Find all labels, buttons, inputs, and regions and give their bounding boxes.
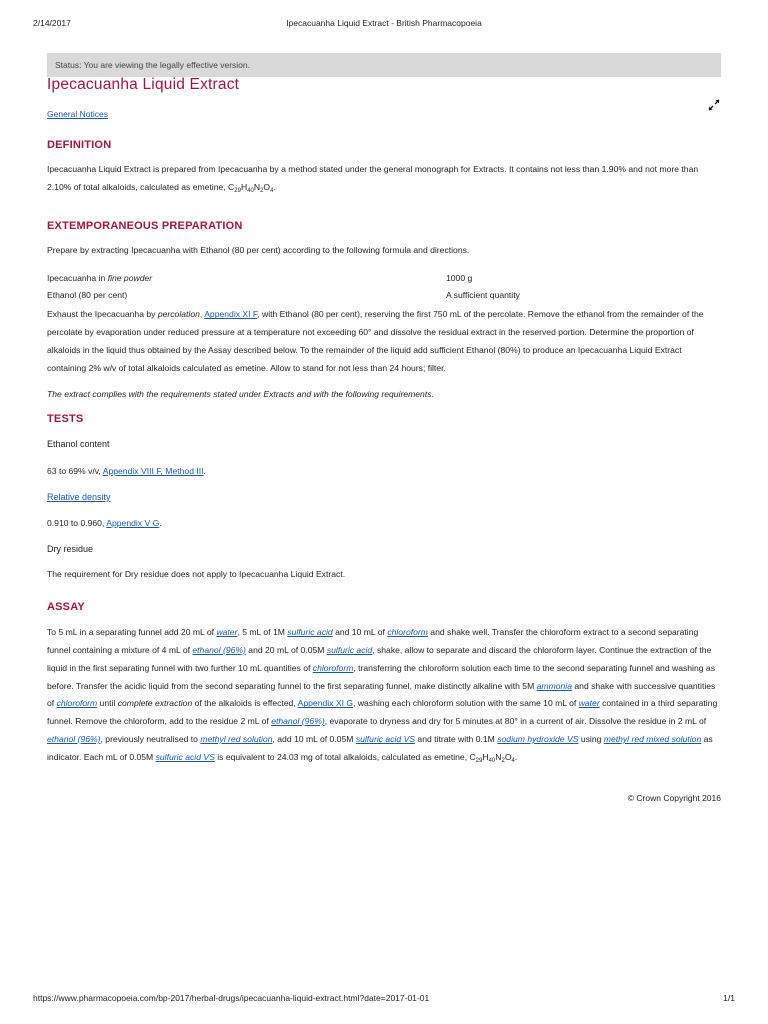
status-text: Status: You are viewing the legally effective version.	[55, 60, 250, 70]
appendix-xi-g-link[interactable]: Appendix XI G	[297, 698, 354, 709]
methyl-red-solution-link[interactable]: methyl red solution	[200, 733, 273, 744]
ethanol-96-link[interactable]: ethanol (96%)	[271, 716, 325, 727]
print-header	[33, 18, 735, 30]
ethanol-content-text: 63 to 69% v/v, Appendix VIII F, Method III.	[47, 466, 206, 477]
extemporaneous-heading: EXTEMPORANEOUS PREPARATION	[47, 219, 243, 232]
methyl-red-mixed-solution-link[interactable]: methyl red mixed solution	[603, 733, 702, 744]
definition-heading: DEFINITION	[47, 139, 112, 151]
print-url: https://www.pharmacopoeia.com/bp-2017/herbal-drugs/ipecacuanha-liquid-extract.html?date=2017-01-01	[33, 993, 430, 1003]
formula-table	[47, 269, 721, 303]
tests-heading: TESTS	[47, 413, 84, 426]
ethanol-content-title: Ethanol content	[47, 439, 110, 450]
formula-row	[47, 286, 721, 303]
general-notices-link[interactable]: General Notices	[47, 109, 108, 119]
definition-text: Ipecacuanha Liquid Extract is prepared from Ipecacuanha by a method stated under the general monograph for Extracts. It contains not less than 1.90% and not more than 2.10% of total alkaloids, calculated as emetine, $C_{29}H_{40}N_2O_4$.	[47, 164, 699, 194]
sulfuric-acid-link[interactable]: sulfuric acid	[326, 644, 373, 655]
assay-heading: ASSAY	[47, 601, 85, 614]
exhaust-paragraph: Exhaust the Ipecacuanha by percolation, Appendix XI F, with Ethanol (80 per cent), reserving the first 750 mL of the percolate. Remove the ethanol from the remainder of the percolate by evaporation under reduced pressure at a temperature not exceeding 60° and dissolve the residual extract in the reserved portion. Determine the proportion of alkaloids in the liquid thus obtained by the Assay described below. To the remainder of the liquid add sufficient Ethanol (80%) to produce an Ipecacuanha Liquid Extract containing 2% w/v of total alkaloids calculated as emetine. Allow to stand for not less than 24 hours; filter.	[47, 309, 704, 373]
page-title: Ipecacuanha Liquid Extract	[47, 76, 240, 93]
complies-statement: The extract complies with the requirements stated under Extracts and with the following requirements.	[47, 388, 434, 399]
appendix-xi-f-link[interactable]: Appendix XI F	[204, 309, 258, 320]
formula-ingredient: Ethanol (80 per cent)	[47, 289, 128, 300]
print-title: Ipecacuanha Liquid Extract - British Pharmacopoeia	[286, 18, 482, 28]
relative-density-text: 0.910 to 0.960, Appendix V G.	[47, 517, 162, 528]
print-date: 2/14/2017	[33, 18, 71, 28]
relative-density-link[interactable]: Relative density	[47, 491, 111, 502]
copyright-notice: © Crown Copyright 2016	[627, 792, 721, 803]
ethanol-96-link[interactable]: ethanol (96%)	[192, 644, 246, 655]
preparation-intro: Prepare by extracting Ipecacuanha with Ethanol (80 per cent) according to the following formula and directions.	[47, 244, 470, 255]
print-footer	[33, 993, 735, 1005]
monograph-content	[47, 76, 721, 803]
status-bar	[47, 53, 721, 77]
appendix-viii-f-link[interactable]: Appendix VIII F, Method III	[102, 466, 204, 477]
sulfuric-acid-vs-link[interactable]: sulfuric acid VS	[355, 733, 416, 744]
sodium-hydroxide-vs-link[interactable]: sodium hydroxide VS	[497, 733, 579, 744]
chloroform-link[interactable]: chloroform	[56, 698, 98, 709]
dry-residue-text: The requirement for Dry residue does not apply to Ipecacuanha Liquid Extract.	[47, 569, 346, 580]
sulfuric-acid-vs-link[interactable]: sulfuric acid VS	[155, 751, 215, 762]
formula-ingredient: Ipecacuanha in fine powder	[47, 272, 153, 283]
appendix-v-g-link[interactable]: Appendix V G	[106, 517, 160, 528]
dry-residue-title: Dry residue	[47, 543, 94, 554]
ethanol-96-link[interactable]: ethanol (96%)	[47, 733, 101, 744]
page-number: 1/1	[723, 993, 735, 1003]
water-link[interactable]: water	[578, 698, 600, 709]
sulfuric-acid-link[interactable]: sulfuric acid	[287, 627, 333, 638]
formula-quantity: 1000 g	[446, 272, 473, 283]
ammonia-link[interactable]: ammonia	[536, 680, 573, 691]
assay-paragraph: To 5 mL in a separating funnel add 20 mL of water, 5 mL of 1M sulfuric acid and 10 mL of chloroform and shake well. Transfer the chloroform extract to a second separating funnel containing a mixture of 4 mL of ethanol (96%) and 20 mL of 0.05M sulfuric acid, shake, allow to separate and discard the chloroform layer. Continue the extraction of the liquid in the first separating funnel with two further 10 mL quantities of chloroform, transferring the chloroform solution each time to the second separating funnel and washing as before. Transfer the acidic liquid from the second separating funnel to the first separating funnel, make distinctly alkaline with 5M ammonia and shake with successive quantities of chloroform until complete extraction of the alkaloids is effected, Appendix XI G, washing each chloroform solution with the same 10 mL of water contained in a third separating funnel. Remove the chloroform, add to the residue 2 mL of ethanol (96%), evaporate to dryness and dry for 5 minutes at 80° in a current of air. Dissolve the residue in 2 mL of ethanol (96%), previously neutralised to methyl red solution, add 10 mL of 0.05M sulfuric acid VS and titrate with 0.1M sodium hydroxide VS using methyl red mixed solution as indicator. Each mL of 0.05M sulfuric acid VS is equivalent to 24.03 mg of total alkaloids, calculated as emetine, $C_{29}H_{40}N_2O_4$.	[47, 627, 718, 764]
chloroform-link[interactable]: chloroform	[387, 627, 428, 638]
chloroform-link[interactable]: chloroform	[312, 662, 354, 673]
formula-quantity: A sufficient quantity	[446, 289, 520, 300]
relative-density-title	[47, 489, 721, 507]
formula-row	[47, 269, 721, 286]
water-link[interactable]: water	[216, 627, 238, 638]
